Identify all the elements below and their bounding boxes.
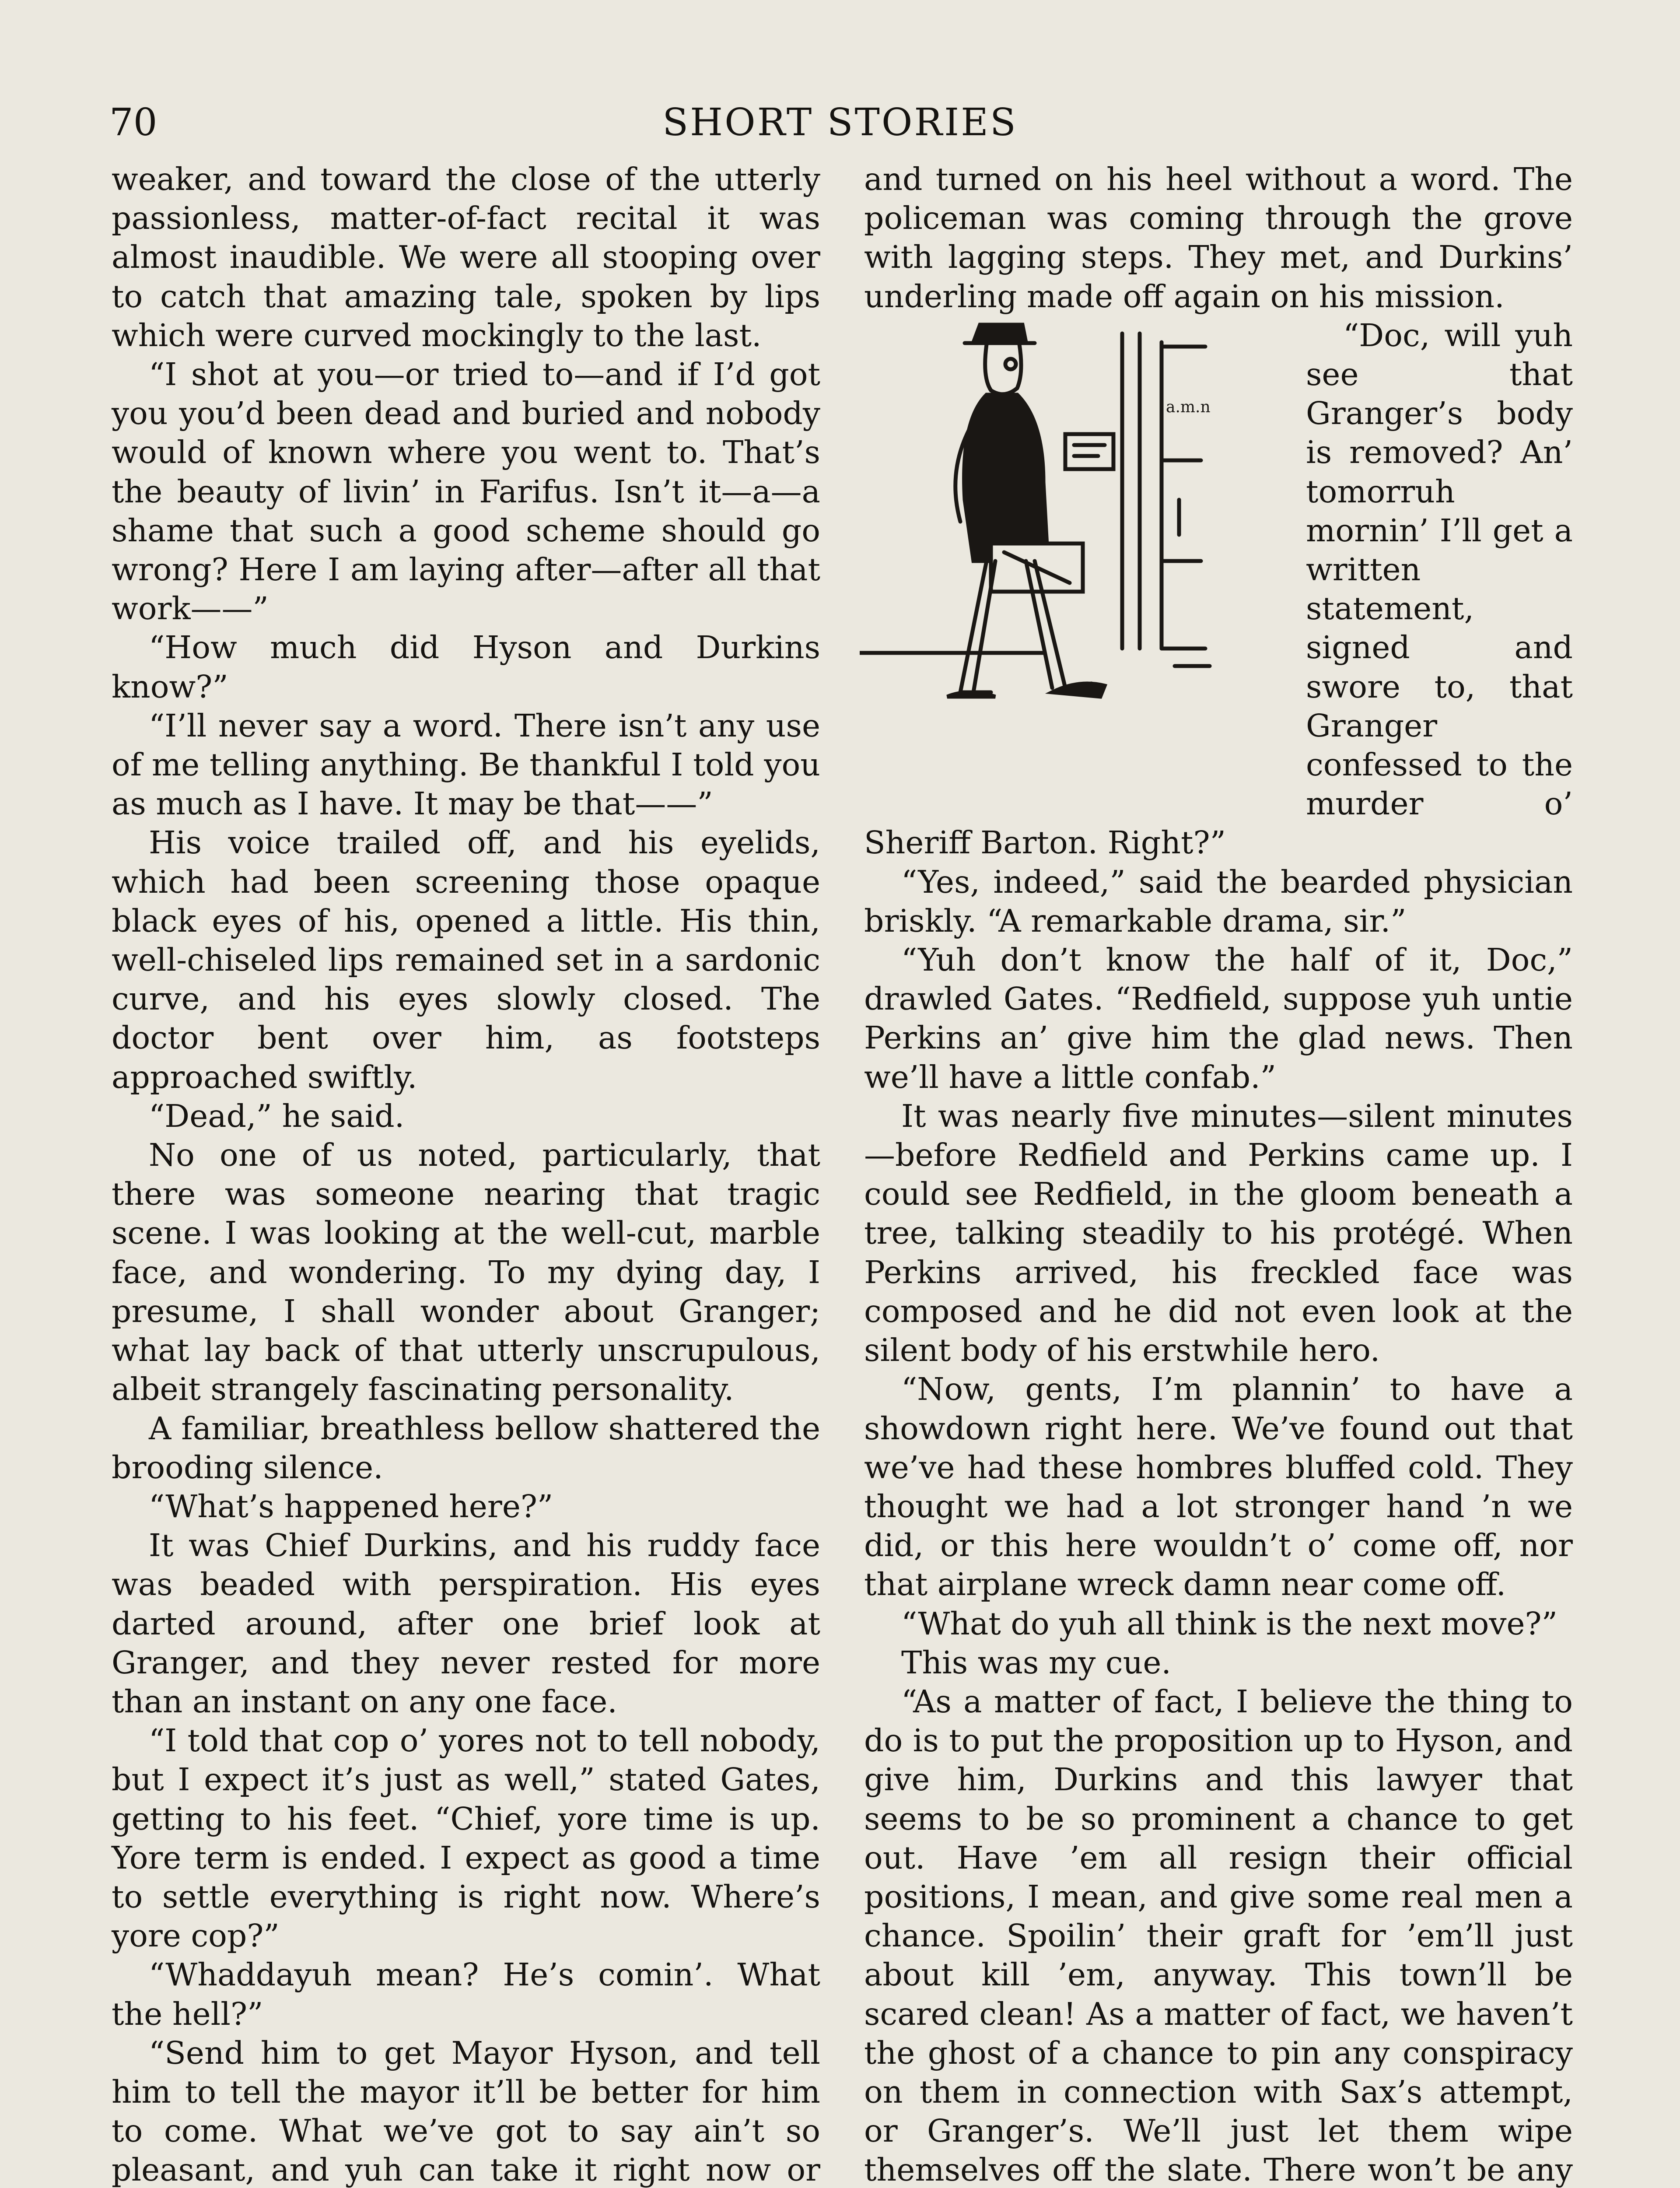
- right-column: [864, 160, 1573, 2188]
- paragraph: “I’ll never say a word. There isn’t any use of me telling anything. Be thankful I told you as much as I have. It may be that——”: [112, 707, 820, 822]
- paragraph: No one of us noted, particularly, that there was someone nearing that tragic scene. I was looking at the well-cut, marble face, and wondering. To my dying day, I presume, I shall wonder about Granger; what lay back of that utterly unscrupulous, albeit strangely fascinating personality.: [112, 1137, 820, 1408]
- paragraph: “Doc, will yuh see that Granger’s body is removed? An’ tomorruh mornin’ I’ll get a written statement, signed and swore to, that Granger confessed to the murder o’ Sheriff Barton. Right?”: [864, 317, 1573, 861]
- paragraph: A familiar, breathless bellow shattered the brooding silence.: [112, 1410, 820, 1486]
- paragraph: “I shot at you—or tried to—and if I’d got you you’d been dead and buried and nobody would of known where you went to. That’s the beauty of livin’ in Farifus. Isn’t it—a—a shame that such a good scheme should go wrong? Here I am laying after—after all that work——”: [112, 356, 820, 627]
- paragraph: “Now, gents, I’m plannin’ to have a showdown right here. We’ve found out that we’ve had these hombres bluffed cold. They thought we had a lot stronger hand ’n we did, or this here wouldn’t o’ come off, nor that airplane wreck damn near come off.: [864, 1371, 1573, 1603]
- paragraph: weaker, and toward the close of the utterly passionless, matter-of-fact recital it was almost inaudible. We were all stooping over to catch that amazing tale, spoken by lips which were curved mockingly to the last.: [112, 161, 820, 354]
- paragraph: “Yuh don’t know the half of it, Doc,” drawled Gates. “Redfield, suppose yuh untie Perkins an’ give him the glad news. Then we’ll have a little confab.”: [864, 942, 1573, 1095]
- paragraph: “What’s happened here?”: [149, 1488, 553, 1525]
- paragraph: “I told that cop o’ yores not to tell nobody, but I expect it’s just as well,” stated Gates, getting to his feet. “Chief, yore time is up. Yore term is ended. I expect as good a time to settle everything is right now. Where’s yore cop?”: [112, 1722, 820, 1954]
- page-number: 70: [109, 101, 158, 144]
- paragraph: and turned on his heel without a word. The policeman was coming through the grove with lagging steps. They met, and Durkins’ underling made off again on his mission.: [864, 161, 1573, 315]
- paragraph: This was my cue.: [901, 1644, 1171, 1681]
- walking-man-illustration: [860, 316, 1297, 810]
- running-title: SHORT STORIES: [662, 101, 1018, 144]
- left-column: [112, 160, 820, 2188]
- paragraph: It was nearly five minutes—silent minutes—before Redfield and Perkins came up. I could see Redfield, in the gloom beneath a tree, talking steadily to his protégé. When Perkins arrived, his freckled face was composed and he did not even look at the silent body of his erstwhile hero.: [864, 1098, 1573, 1369]
- paragraph: It was Chief Durkins, and his ruddy face was beaded with perspiration. His eyes darted around, after one brief look at Granger, and they never rested for more than an instant on any one face.: [112, 1527, 820, 1720]
- page-header: [0, 90, 1680, 155]
- paragraph: His voice trailed off, and his eyelids, which had been screening those opaque black eyes of his, opened a little. His thin, well-chiseled lips remained set in a sardonic curve, and his eyes slowly closed. The doctor bent over him, as footsteps approached swiftly.: [112, 824, 820, 1095]
- paragraph: “Dead,” he said.: [149, 1098, 405, 1134]
- paragraph: “Send him to get Mayor Hyson, and tell him to tell the mayor it’ll be better for him to come. What we’ve got to say ain’t so pleasant, and yuh can take it right now or: [112, 2034, 820, 2188]
- paragraph: “What do yuh all think is the next move?”: [901, 1605, 1558, 1642]
- paragraph: “Yes, indeed,” said the bearded physician briskly. “A remarkable drama, sir.”: [864, 863, 1573, 939]
- paragraph: “Whaddayuh mean? He’s comin’. What the hell?”: [112, 1957, 820, 2032]
- illustration-sign-text: a.m.n: [1166, 398, 1211, 416]
- paragraph: “As a matter of fact, I believe the thing to do is to put the proposition up to Hyson, and give him, Durkins and this lawyer that seems to be so prominent a chance to get out. Have ’em all resign their official positions, I mean, and give some real men a chance. Spoilin’ their graft for ’em’ll just about kill ’em, anyway. This town’ll be scared clean! As a matter of fact, we haven’t the ghost of a chance to pin any conspiracy on them in connection with Sax’s attempt, or Granger’s. We’ll just let them wipe themselves off the slate. There won’t be any: [864, 1683, 1573, 2188]
- paragraph: “How much did Hyson and Durkins know?”: [112, 629, 820, 705]
